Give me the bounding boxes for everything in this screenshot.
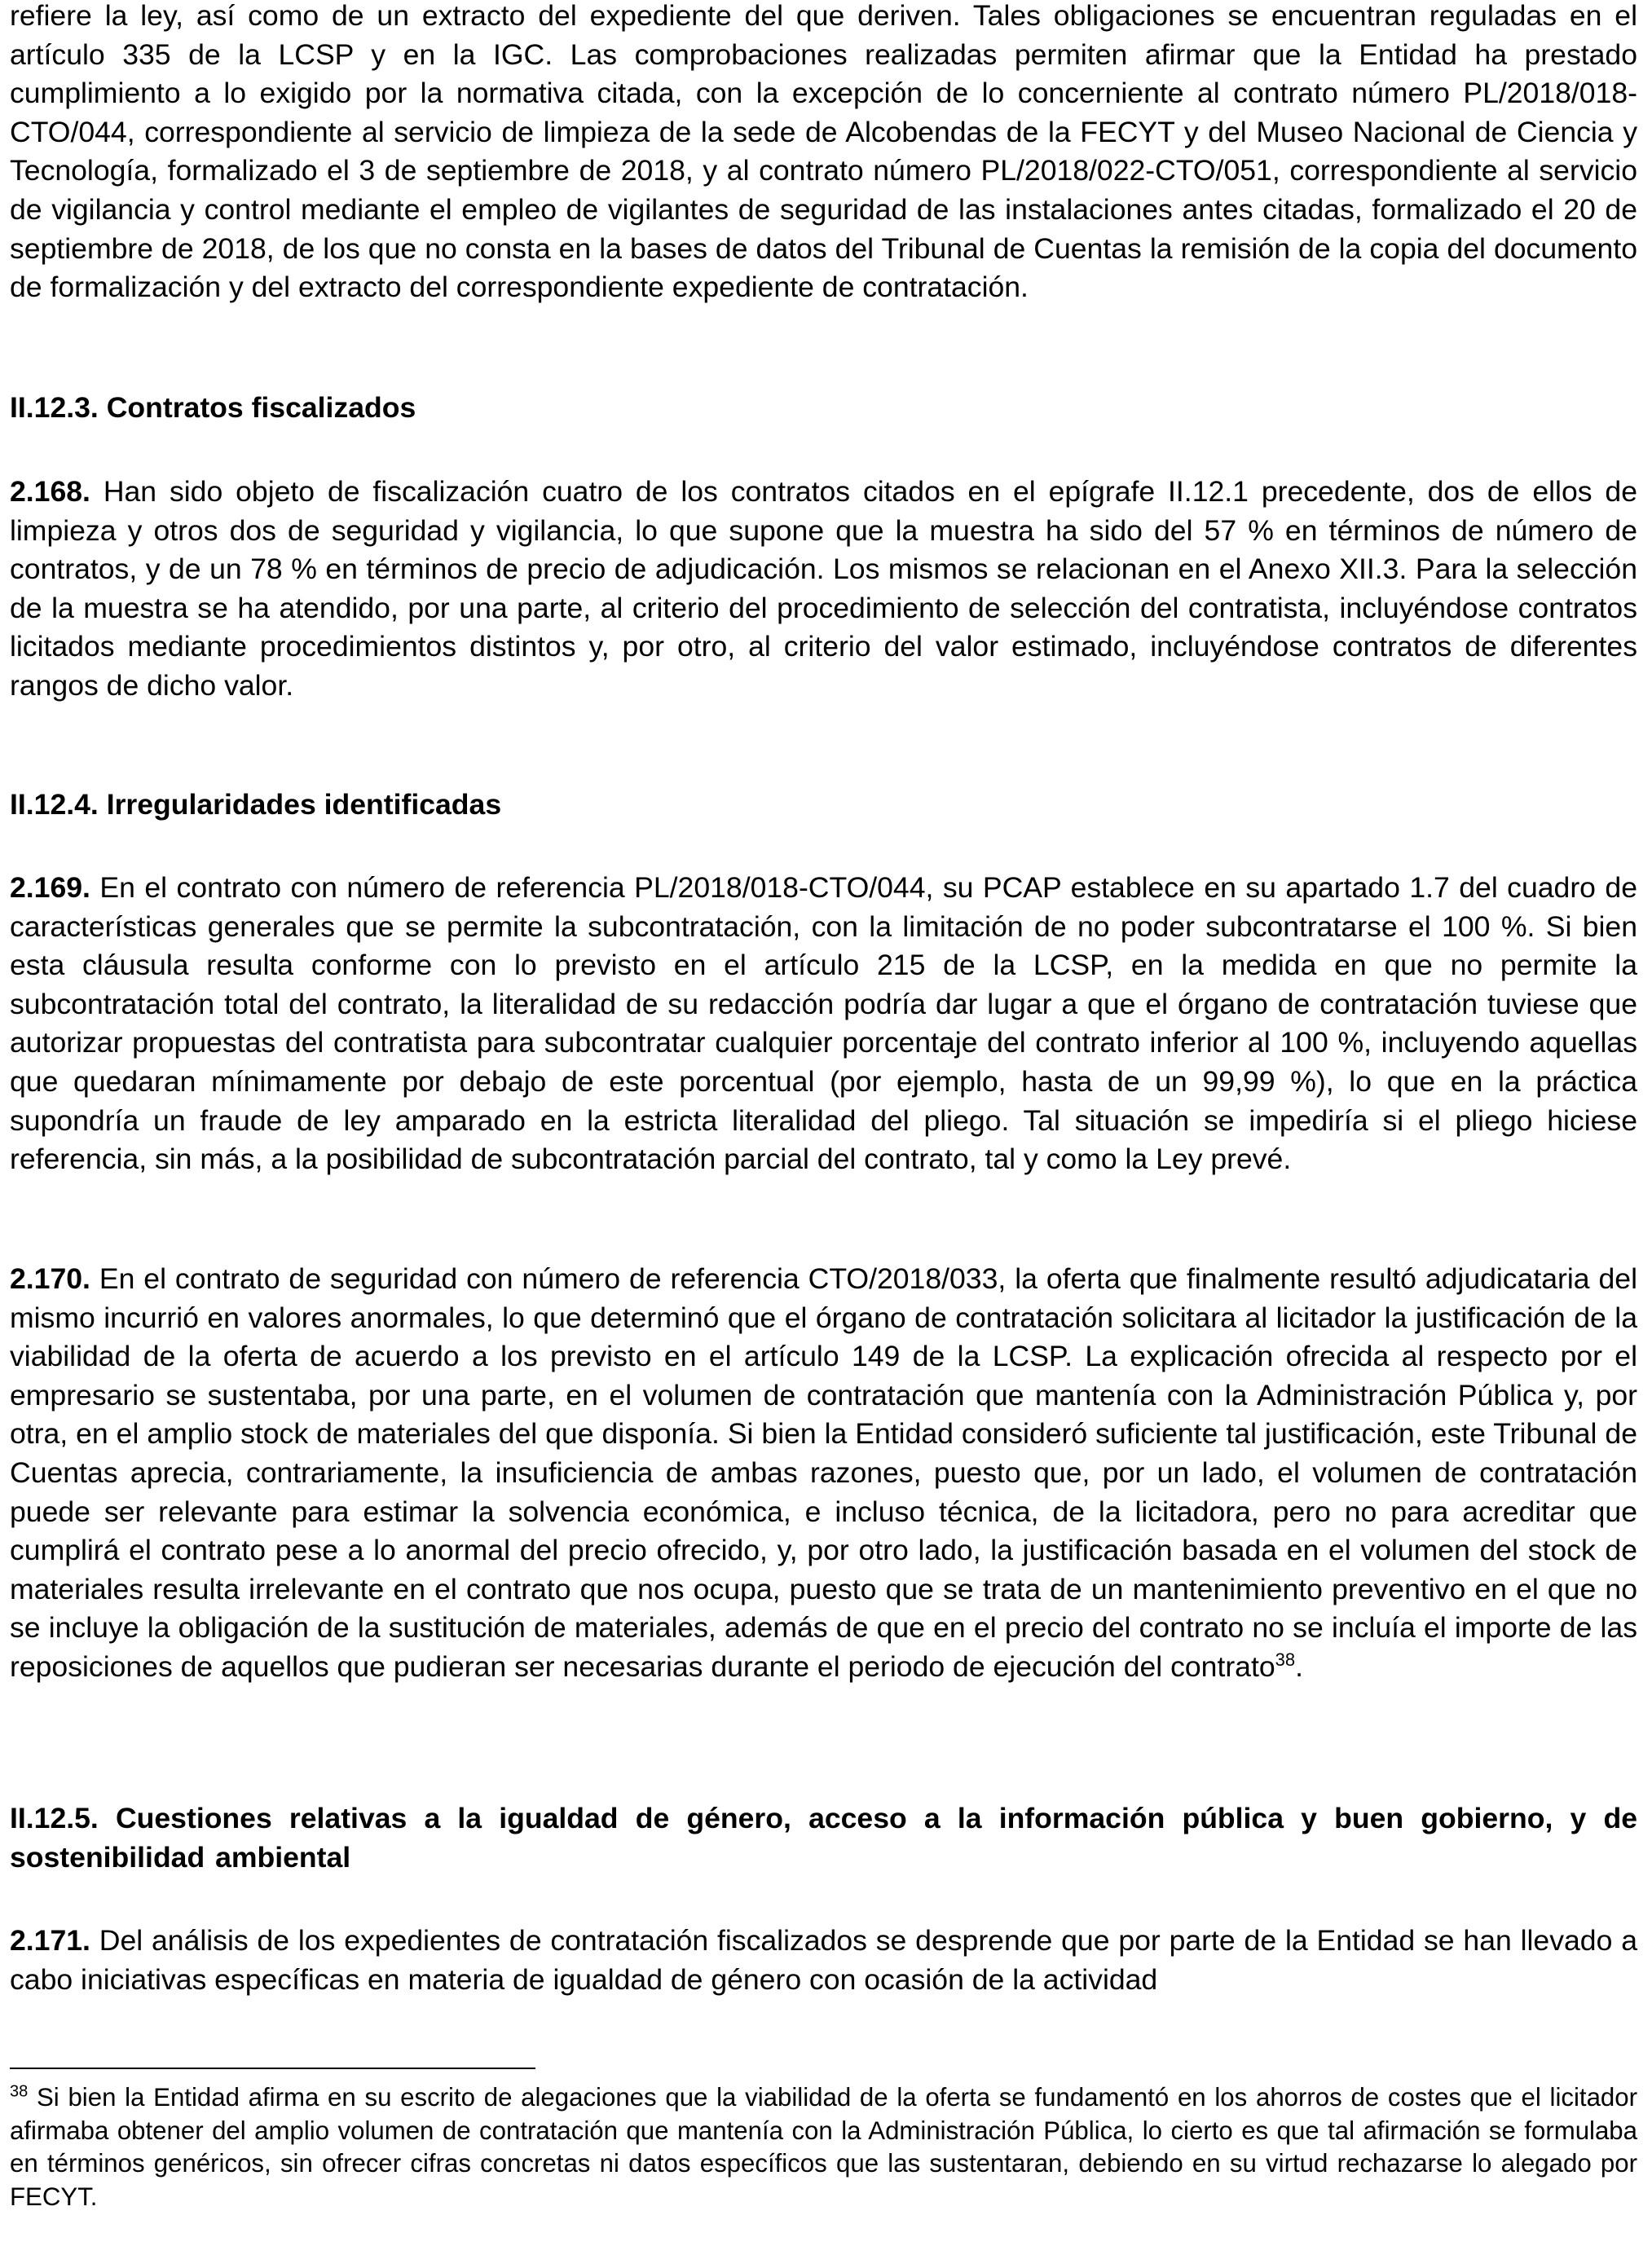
footnote-separator [10,2068,535,2069]
section-heading-ii-12-3 [10,389,416,428]
paragraph-text: Han sido objeto de fiscalización cuatro de los contratos citados en el epígrafe II.12.1 precedente, dos de ellos de limpieza y otros dos de seguridad y vigilancia, lo que supone que la muestra ha sido del 57 % en términos de número de contratos, y de un 78 % en términos de precio de adjudicación. Los mismos se relacionan en el Anexo XII.3. Para la selección de la muestra se ha atendido, por una parte, al criterio del procedimiento de selección del contratista, incluyéndose contratos licitados mediante procedimientos distintos y, por otro, al criterio del valor estimado, incluyéndose contratos de diferentes rangos de dicho valor. [10,475,1637,702]
footnote-reference[interactable]: 38 [1275,1649,1296,1671]
paragraph-text: En el contrato con número de referencia PL/2018/018-CTO/044, su PCAP establece en su apartado 1.7 del cuadro de características generales que se permite la subcontratación, con la limitación de no poder subcontratarse el 100 %. Si bien esta cláusula resulta conforme con lo previsto en el artículo 215 de la LCSP, en la medida en que no permite la subcontratación total del contrato, la literalidad de su redacción podría dar lugar a que el órgano de contratación tuviese que autorizar propuestas del contratista para subcontratar cualquier porcentaje del contrato inferior al 100 %, incluyendo aquellas que quedaran mínimamente por debajo de este porcentual (por ejemplo, hasta de un 99,99 %), lo que en la práctica supondría un fraude de ley amparado en la estricta literalidad del pliego. Tal situación se impediría si el pliego hiciese referencia, sin más, a la posibilidad de subcontratación parcial del contrato, tal y como la Ley prevé. [10,871,1638,1176]
paragraph-end: . [1295,1649,1304,1683]
paragraph-text: refiere la ley, así como de un extracto del expediente del que deriven. Tales obligaciones se encuentran reguladas en el artículo 335 de la LCSP y en la IGC. Las comprobaciones realizadas permiten afirmar que la Entidad ha prestado cumplimiento a lo exigido por la normativa citada, con la excepción de lo concerniente al contrato número PL/2018/018-CTO/044, correspondiente al servicio de limpieza de la sede de Alcobendas de la FECYT y del Museo Nacional de Ciencia y Tecnología, formalizado el 3 de septiembre de 2018, y al contrato número PL/2018/022-CTO/051, correspondiente al servicio de vigilancia y control mediante el empleo de vigilantes de seguridad de las instalaciones antes citadas, formalizado el 20 de septiembre de 2018, de los que no consta en la bases de datos del Tribunal de Cuentas la remisión de la copia del documento de formalización y del extracto del correspondiente expediente de contratación. [10,0,1637,304]
footnote-text: Si bien la Entidad afirma en su escrito de alegaciones que la viabilidad de la oferta se fundamentó en los ahorros de costes que el licitador afirmaba obtener del amplio volumen de contratación que mantenía con la Administración Pública, lo cierto es que tal afirmación se formulaba en términos genéricos, sin ofrecer cifras concretas ni datos específicos que las sustentaran, debiendo en su virtud rechazarse lo alegado por FECYT. [10,2083,1637,2211]
section-heading-ii-12-5 [10,1799,1637,1877]
section-title: Irregularidades identificadas [106,788,502,821]
section-title: Cuestiones relativas a la igualdad de género, acceso a la información pública y buen gobierno, y de sostenibilidad ambiental [10,1802,1637,1874]
paragraph-number: 2.171. [10,1924,90,1957]
paragraph-text: Del análisis de los expedientes de contratación fiscalizados se desprende que por parte de la Entidad se han llevado a cabo iniciativas específicas en materia de igualdad de género con ocasión de la actividad [10,1924,1637,1996]
section-heading-ii-12-4 [10,786,501,825]
paragraph-number: 2.168. [10,475,90,508]
paragraph-2-168 [10,473,1637,706]
footnote-38 [10,2081,1637,2213]
section-number: II.12.4. [10,788,99,821]
footnote-number: 38 [10,2082,29,2101]
section-title: Contratos fiscalizados [106,391,416,424]
section-number: II.12.5. [10,1802,99,1834]
paragraph-number: 2.169. [10,871,90,904]
section-number: II.12.3. [10,391,99,424]
paragraph-continuation [10,0,1637,307]
paragraph-2-170 [10,1260,1637,1687]
paragraph-text: En el contrato de seguridad con número de referencia CTO/2018/033, la oferta que finalmente resultó adjudicataria del mismo incurrió en valores anormales, lo que determinó que el órgano de contratación solicitara al licitador la justificación de la viabilidad de la oferta de acuerdo a los previsto en el artículo 149 de la LCSP. La explicación ofrecida al respecto por el empresario se sustentaba, por una parte, en el volumen de contratación que mantenía con la Administración Pública y, por otra, en el amplio stock de materiales del que disponía. Si bien la Entidad consideró suficiente tal justificación, este Tribunal de Cuentas aprecia, contrariamente, la insuficiencia de ambas razones, puesto que, por un lado, el volumen de contratación puede ser relevante para estimar la solvencia económica, e incluso técnica, de la licitadora, pero no para acreditar que cumplirá el contrato pese a lo anormal del precio ofrecido, y, por otro lado, la justificación basada en el volumen del stock de materiales resulta irrelevante en el contrato que nos ocupa, puesto que se trata de un mantenimiento preventivo en el que no se incluye la obligación de la sustitución de materiales, además de que en el precio del contrato no se incluía el importe de las reposiciones de aquellos que pudieran ser necesarias durante el periodo de ejecución del contrato [10,1262,1637,1683]
paragraph-number: 2.170. [10,1262,90,1295]
paragraph-2-171 [10,1922,1637,1999]
paragraph-2-169 [10,869,1637,1179]
